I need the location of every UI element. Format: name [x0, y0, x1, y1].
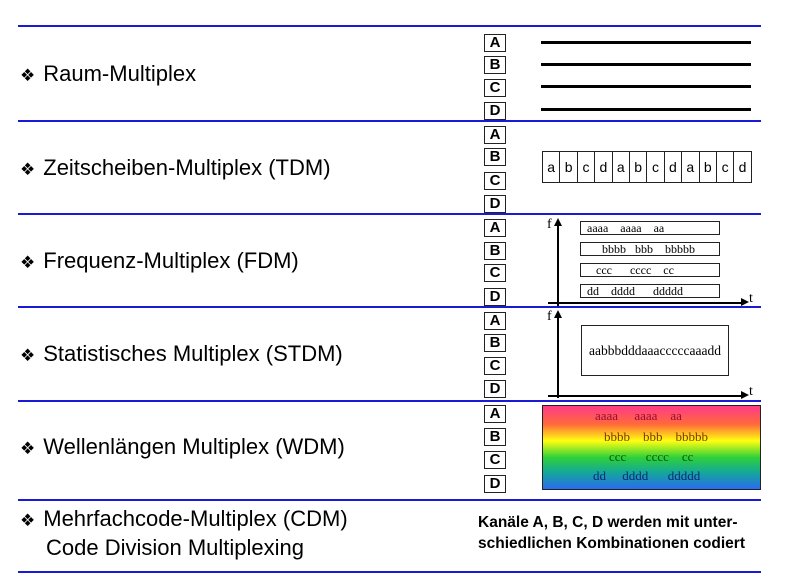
bullet-icon: ❖	[20, 253, 36, 272]
f-axis	[557, 314, 559, 398]
tdm-timeslots: a b c d a b c d a b c d	[542, 151, 752, 183]
separator-line	[18, 400, 761, 402]
channel-box-c: C	[484, 79, 506, 97]
fdm-band-d: dd dddd ddddd	[580, 284, 720, 298]
channel-box-b: B	[484, 56, 506, 74]
channel-box-c: C	[484, 172, 506, 190]
bullet-icon: ❖	[20, 511, 36, 530]
channel-box-a: A	[484, 405, 506, 423]
t-axis	[548, 395, 743, 397]
channel-box-d: D	[484, 475, 506, 493]
wire-a	[541, 41, 751, 44]
channel-box-c: C	[484, 451, 506, 469]
channel-box-a: A	[484, 34, 506, 52]
channel-box-a: A	[484, 312, 506, 330]
channel-box-d: D	[484, 102, 506, 120]
separator-line	[18, 306, 761, 308]
fdm-band-b: bbbb bbb bbbbb	[580, 242, 720, 256]
separator-line	[18, 25, 761, 27]
arrow-up-icon	[554, 310, 562, 318]
f-axis	[557, 222, 559, 306]
channel-box-d: D	[484, 195, 506, 213]
arrow-right-icon	[741, 298, 749, 306]
channel-box-b: B	[484, 334, 506, 352]
cdm-note: Kanäle A, B, C, D werden mit unter- schiedlichen Kombinationen codiert	[478, 514, 745, 552]
wire-b	[541, 63, 751, 66]
channel-box-a: A	[484, 126, 506, 144]
bullet-icon: ❖	[20, 439, 36, 458]
fdm-band-a: aaaa aaaa aa	[580, 221, 720, 235]
separator-line	[18, 120, 761, 122]
channel-box-d: D	[484, 380, 506, 398]
fdm-band-c: ccc cccc cc	[580, 263, 720, 277]
channel-box-b: B	[484, 148, 506, 166]
separator-line	[18, 499, 761, 501]
wire-d	[541, 108, 751, 111]
separator-line	[18, 213, 761, 215]
channel-box-b: B	[484, 428, 506, 446]
row-label-tdm: ❖ Zeitscheiben-Multiplex (TDM)	[20, 155, 331, 183]
row-label-raum: ❖ Raum-Multiplex	[20, 61, 196, 89]
separator-line	[18, 571, 761, 573]
wdm-spectrum: aaaa aaaa aa bbbb bbb bbbbb ccc cccc cc dd dddd ddddd	[542, 405, 761, 490]
row-label-cdm-sub: Code Division Multiplexing	[46, 535, 305, 560]
arrow-right-icon	[741, 391, 749, 399]
bullet-icon: ❖	[20, 346, 36, 365]
bullet-icon: ❖	[20, 160, 36, 179]
channel-box-d: D	[484, 288, 506, 306]
stdm-sequence: aabbbdddaaacccccaaadd	[581, 325, 729, 376]
channel-box-a: A	[484, 219, 506, 237]
channel-box-b: B	[484, 242, 506, 260]
row-label-stdm: ❖ Statistisches Multiplex (STDM)	[20, 341, 343, 369]
wire-c	[541, 85, 751, 88]
row-label-cdm: ❖ Mehrfachcode-Multiplex (CDM)	[20, 506, 348, 534]
row-label-fdm: ❖ Frequenz-Multiplex (FDM)	[20, 248, 299, 276]
channel-box-c: C	[484, 264, 506, 282]
t-axis	[548, 302, 743, 304]
row-label-wdm: ❖ Wellenlängen Multiplex (WDM)	[20, 434, 345, 462]
arrow-up-icon	[554, 218, 562, 226]
channel-box-c: C	[484, 357, 506, 375]
bullet-icon: ❖	[20, 66, 36, 85]
